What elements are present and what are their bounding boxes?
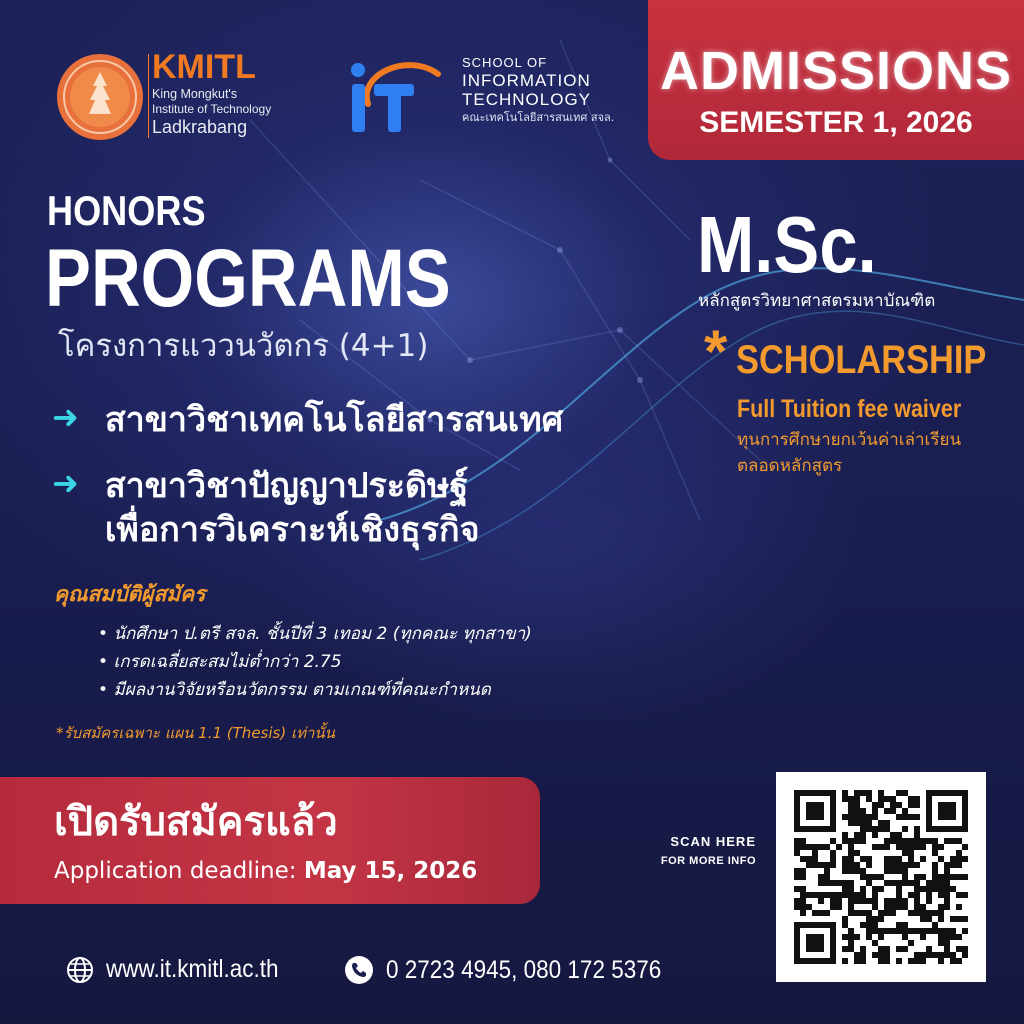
kmitl-brand: KMITL — [152, 48, 256, 86]
admissions-title: ADMISSIONS — [659, 41, 1013, 101]
globe-icon — [66, 956, 94, 984]
application-deadline — [54, 860, 477, 883]
program-label-line1: สาขาวิชาปัญญาประดิษฐ์ — [104, 466, 469, 506]
scan-line1: SCAN HERE — [670, 834, 756, 849]
qualification-item: • เกรดเฉลี่ยสะสมไม่ต่ำกว่า 2.75 — [98, 648, 532, 676]
it-wordmark — [462, 56, 614, 124]
qr-code[interactable] — [776, 772, 986, 982]
qualifications-list — [98, 620, 532, 704]
phone-text: 0 2723 4945, 080 172 5376 — [386, 955, 662, 984]
arrow-right-icon: ➜ — [52, 464, 79, 502]
qualifications-title: คุณสมบัติผู้สมัคร — [54, 582, 206, 606]
program-label-line2: เพื่อการวิเคราะห์เชิงธุรกิจ — [104, 510, 480, 551]
scan-callout — [650, 834, 756, 867]
msc-thai-name: หลักสูตรวิทยาศาสตรมหาบัณฑิต — [698, 291, 936, 311]
kmitl-wordmark — [152, 50, 271, 136]
program-label — [105, 464, 480, 552]
deadline-label: Application deadline: — [54, 858, 297, 884]
program-item — [52, 398, 563, 442]
it-name-thai: คณะเทคโนโลยีสารสนเทศ สจล. — [462, 110, 615, 124]
it-school-logo — [338, 44, 448, 136]
phone-contact[interactable] — [344, 955, 692, 985]
kmitl-name-line2: Institute of Technology — [152, 101, 272, 116]
msc-title: M.Sc. — [697, 200, 877, 289]
website-text: www.it.kmitl.ac.th — [106, 955, 279, 983]
tuition-waiver: Full Tuition fee waiver — [737, 395, 962, 423]
project-thai-name: โครงการแววนวัตกร (4+1) — [58, 328, 429, 364]
qualification-item: • นักศึกษา ป.ตรี สจล. ชั้นปีที่ 3 เทอม 2 (ทุกคณะ ทุกสาขา) — [98, 620, 532, 648]
asterisk-mark: * — [704, 318, 728, 385]
logo-divider — [148, 54, 149, 138]
it-name-line3: TECHNOLOGY — [462, 89, 592, 109]
kmitl-name-line1: King Mongkut's — [152, 87, 238, 101]
tuition-thai-line1: ทุนการศึกษายกเว้นค่าเล่าเรียน — [737, 430, 962, 450]
honors-heading: HONORS — [47, 187, 206, 234]
website-link[interactable] — [66, 955, 298, 984]
arrow-right-icon: ➜ — [52, 398, 79, 436]
tuition-thai-line2: ตลอดหลักสูตร — [737, 455, 843, 476]
open-application-title: เปิดรับสมัครแล้ว — [54, 799, 338, 845]
tuition-waiver-thai — [737, 428, 1017, 479]
it-name-line1: SCHOOL OF — [462, 55, 548, 70]
plan-note: *รับสมัครเฉพาะ แผน 1.1 (Thesis) เท่านั้น — [56, 724, 335, 742]
phone-icon — [344, 955, 374, 985]
qualification-item: • มีผลงานวิจัยหรือนวัตกรรม ตามเกณฑ์ที่คณะกำหนด — [98, 676, 532, 704]
admissions-banner — [648, 0, 1024, 160]
admissions-semester: SEMESTER 1, 2026 — [699, 106, 973, 139]
kmitl-name-line3: Ladkrabang — [152, 116, 248, 137]
program-label: สาขาวิชาเทคโนโลยีสารสนเทศ — [104, 400, 564, 440]
program-item — [52, 464, 480, 552]
deadline-date: May 15, 2026 — [303, 858, 478, 884]
scan-line2: FOR MORE INFO — [660, 855, 756, 867]
scholarship-heading: SCHOLARSHIP — [736, 338, 987, 382]
qr-code-graphic — [776, 772, 986, 982]
kmitl-seal-logo — [55, 52, 145, 142]
it-name-line2: INFORMATION — [462, 70, 591, 90]
programs-heading: PROGRAMS — [45, 233, 451, 324]
